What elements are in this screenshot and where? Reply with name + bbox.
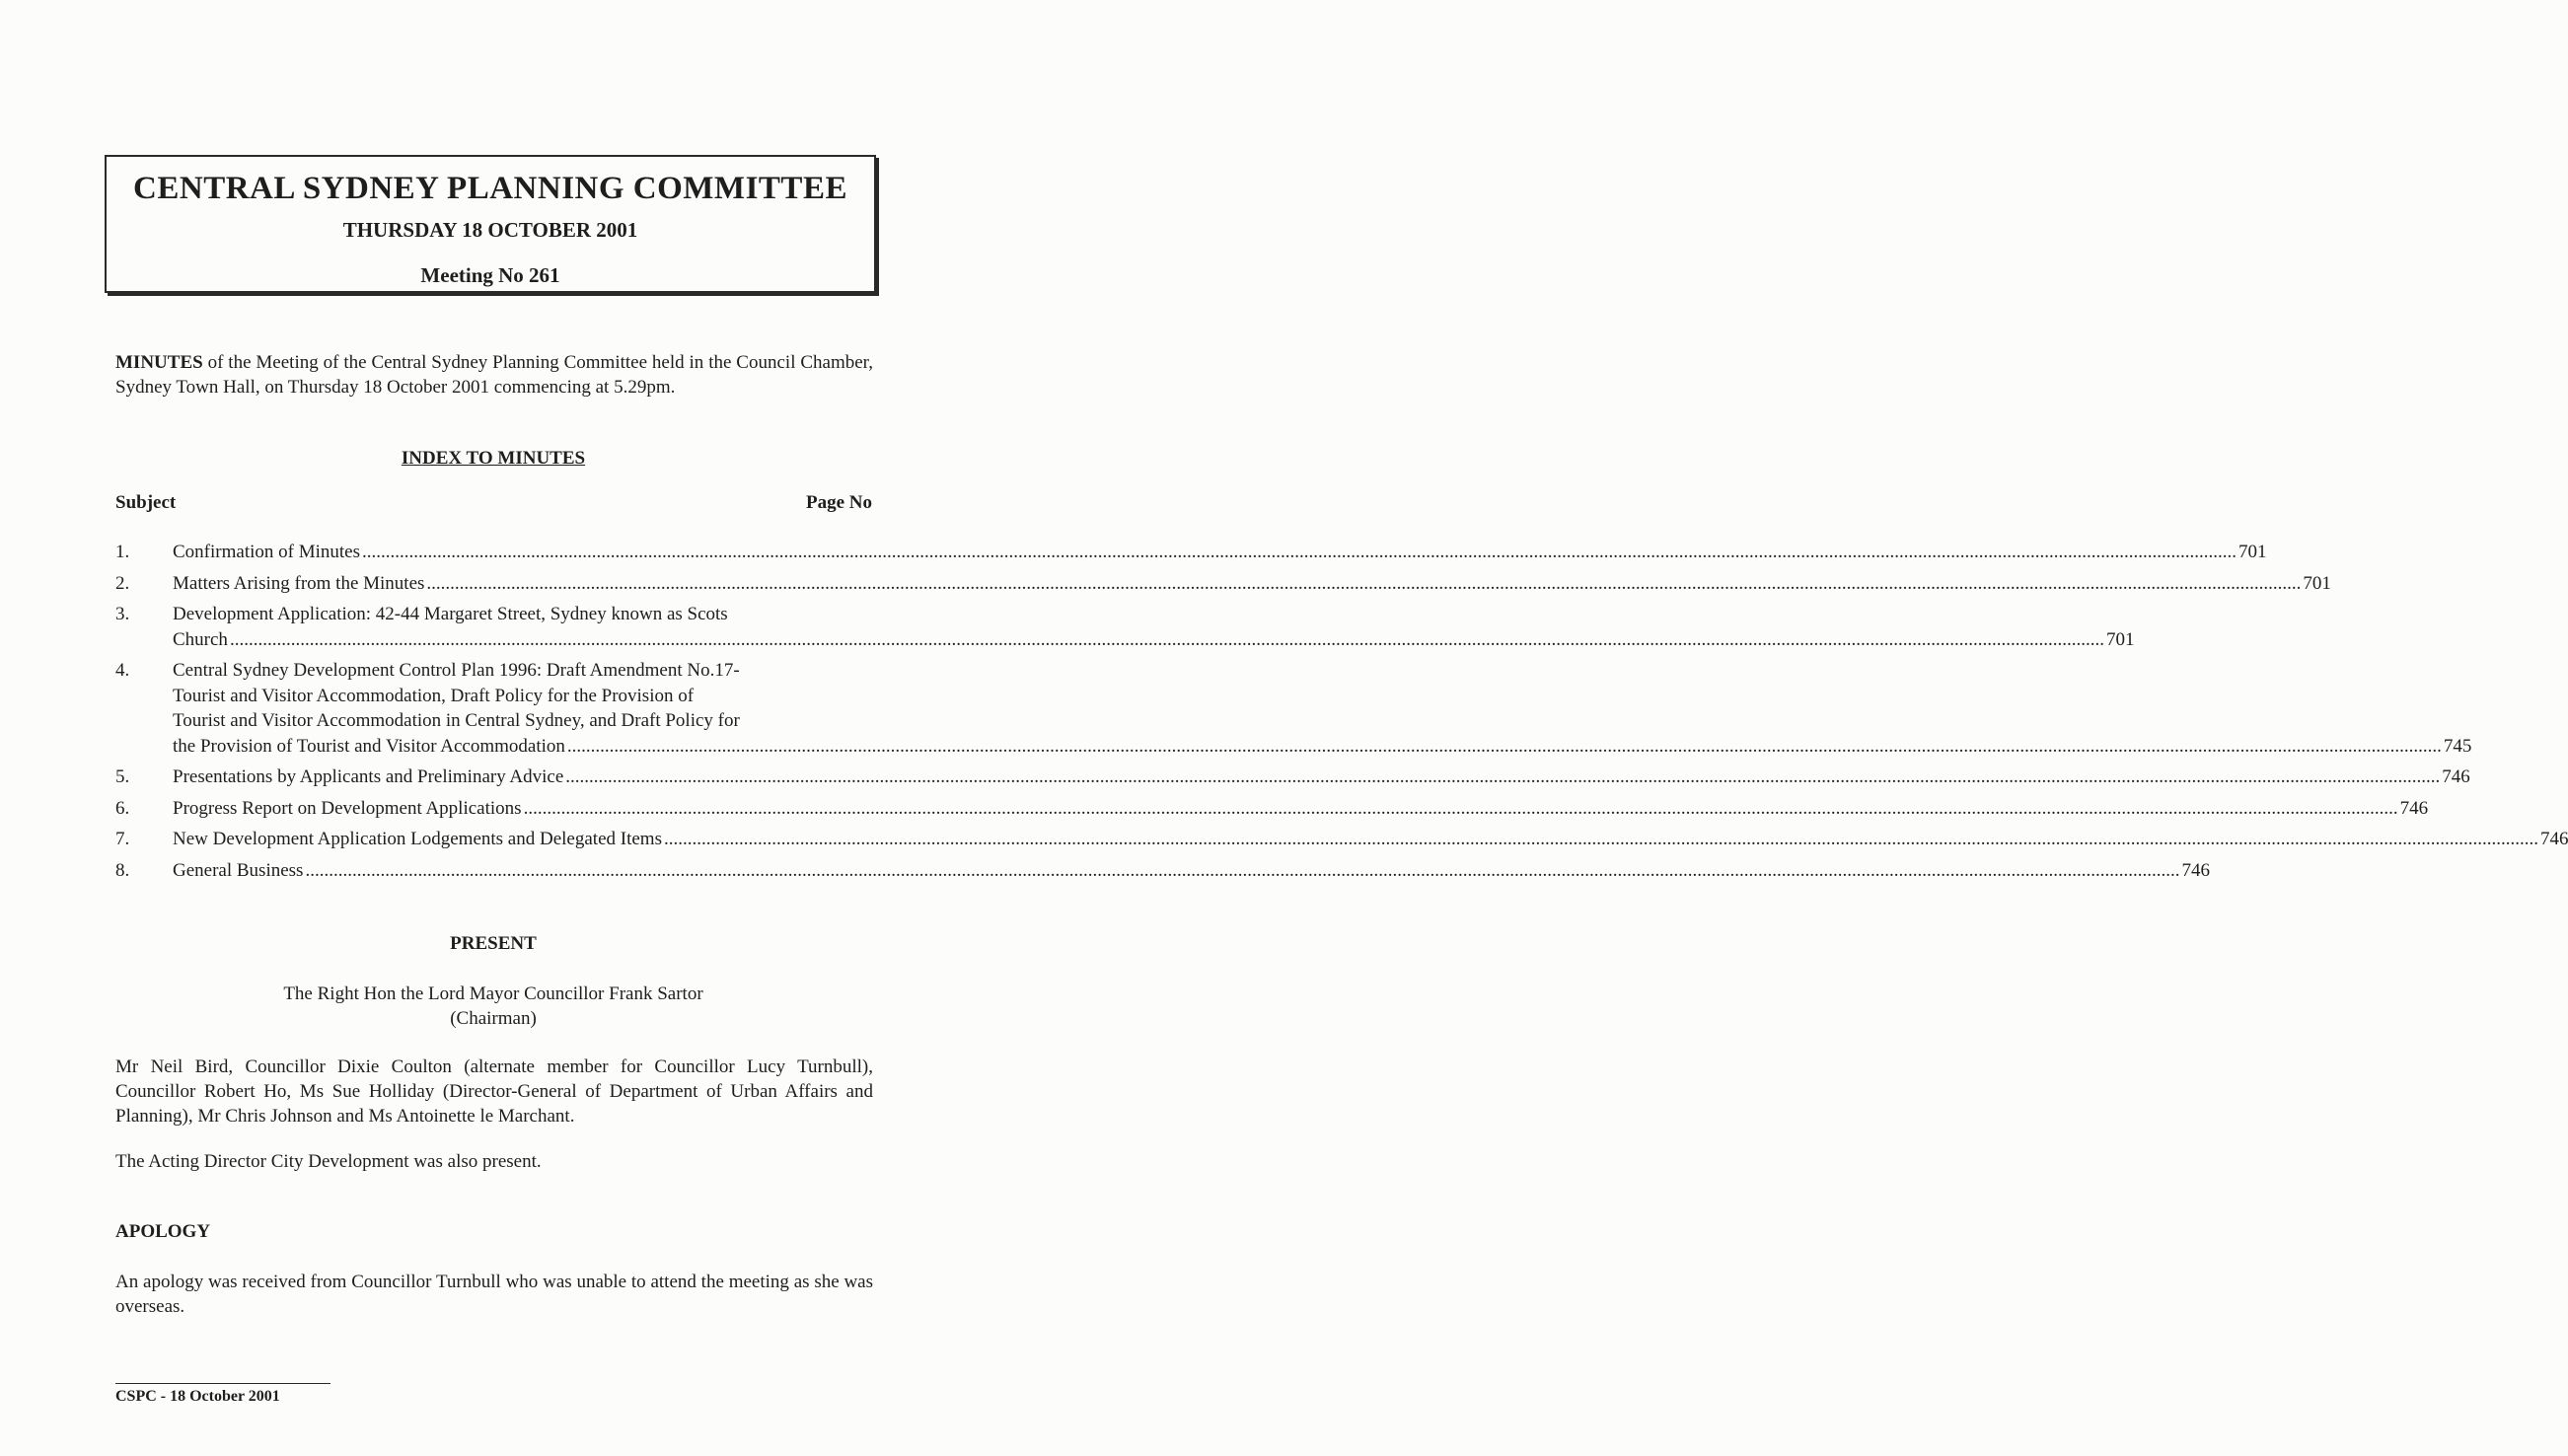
index-item-number: 8. [115, 859, 130, 881]
index-item [115, 858, 2210, 884]
index-item-page: 746 [2442, 766, 2470, 787]
index-item-text-line: Tourist and Visitor Accommodation, Draft Policy for the Provision of [173, 685, 695, 706]
dot-leader: ................................................................................................................................................................................................................................................................................................................................................................................................................ [566, 735, 2442, 757]
footer-text: CSPC - 18 October 2001 [115, 1388, 280, 1405]
index-item-entry-line [173, 796, 2429, 822]
index-list [115, 540, 2568, 889]
index-item-number: 2. [115, 572, 130, 594]
index-item [115, 796, 2429, 822]
footer-rule [115, 1383, 330, 1384]
members-present: Mr Neil Bird, Councillor Dixie Coulton (alternate member for Councillor Lucy Turnbull), Councillor Robert Ho, Ms Sue Holliday (Director-General of Department of Urban Affairs and Planning), Mr Chris Johnson and Ms Antoinette le Marchant. [115, 1056, 873, 1127]
index-item-page: 746 [2181, 859, 2210, 881]
index-item-number: 4. [115, 660, 130, 681]
dot-leader: ................................................................................................................................................................................................................................................................................................................................................................................................................ [565, 766, 2441, 787]
index-item-page: 701 [2303, 572, 2331, 594]
apology-heading: APOLOGY [115, 1221, 211, 1242]
index-heading: INDEX TO MINUTES [401, 448, 586, 469]
meeting-date: THURSDAY 18 OCTOBER 2001 [342, 218, 638, 242]
index-item-number: 7. [115, 829, 130, 849]
index-item [115, 602, 2135, 652]
intro-paragraph [115, 350, 873, 400]
index-item-text-line: Development Application: 42-44 Margaret Street, Sydney known as Scots [173, 604, 728, 624]
index-item-entry-line [173, 540, 2267, 565]
index-item-entry-line [173, 627, 2135, 653]
also-present: The Acting Director City Development was also present. [115, 1151, 542, 1172]
intro-text: of the Meeting of the Central Sydney Planning Committee held in the Council Chamber, Sydney Town Hall, on Thursday 18 October 2001 commencing at 5.29pm. [115, 352, 873, 398]
dot-leader: ................................................................................................................................................................................................................................................................................................................................................................................................................ [305, 859, 2180, 881]
index-item-number: 5. [115, 766, 130, 787]
committee-title: CENTRAL SYDNEY PLANNING COMMITTEE [133, 171, 847, 206]
meeting-number: Meeting No 261 [420, 263, 560, 287]
index-item [115, 658, 2472, 759]
chairman-block [0, 982, 987, 1031]
index-item [115, 571, 2331, 597]
chairman-role: (Chairman) [450, 1008, 537, 1029]
present-heading: PRESENT [450, 933, 537, 954]
index-item-title: Confirmation of Minutes [173, 542, 360, 562]
index-item-number: 3. [115, 604, 130, 624]
apology-text: An apology was received from Councillor Turnbull who was unable to attend the meeting as she was overseas. [115, 1272, 873, 1317]
index-item [115, 764, 2470, 790]
index-item-title: Presentations by Applicants and Preliminary Advice [173, 766, 564, 787]
index-item-page: 701 [2238, 542, 2267, 562]
index-item-title: Church [173, 628, 228, 650]
index-item-number: 6. [115, 797, 130, 819]
dot-leader: ................................................................................................................................................................................................................................................................................................................................................................................................................ [426, 572, 2302, 594]
index-item [115, 540, 2267, 565]
index-item [115, 827, 2568, 852]
index-item-title: Progress Report on Development Applications [173, 797, 522, 819]
chairman-name: The Right Hon the Lord Mayor Councillor Frank Sartor [283, 983, 703, 1004]
index-item-title: the Provision of Tourist and Visitor Accommodation [173, 735, 565, 757]
index-item-entry-line [173, 858, 2210, 884]
index-item-entry-line [173, 827, 2568, 852]
page-number-column-heading: Page No [805, 492, 872, 513]
index-item-text-line: Central Sydney Development Control Plan 1996: Draft Amendment No.17- [173, 660, 740, 681]
dot-leader: ................................................................................................................................................................................................................................................................................................................................................................................................................ [229, 628, 2104, 650]
index-item-title: Matters Arising from the Minutes [173, 572, 425, 594]
index-item-entry-line [173, 764, 2470, 790]
index-item-entry-line [173, 571, 2331, 597]
subject-column-heading: Subject [115, 492, 177, 513]
index-item-page: 746 [2399, 797, 2429, 819]
index-item-entry-line [173, 734, 2472, 760]
intro-lead: MINUTES [115, 352, 203, 373]
index-item-page: 746 [2539, 829, 2568, 849]
header-box [105, 155, 876, 293]
index-item-page: 745 [2443, 735, 2472, 757]
index-item-number: 1. [115, 542, 130, 562]
index-item-page: 701 [2105, 628, 2135, 650]
dot-leader: ................................................................................................................................................................................................................................................................................................................................................................................................................ [361, 542, 2237, 562]
index-item-title: New Development Application Lodgements and Delegated Items [173, 829, 662, 849]
index-item-text-line: Tourist and Visitor Accommodation in Central Sydney, and Draft Policy for [173, 710, 740, 731]
dot-leader: ................................................................................................................................................................................................................................................................................................................................................................................................................ [663, 829, 2538, 849]
index-item-title: General Business [173, 859, 304, 881]
dot-leader: ................................................................................................................................................................................................................................................................................................................................................................................................................ [523, 797, 2398, 819]
